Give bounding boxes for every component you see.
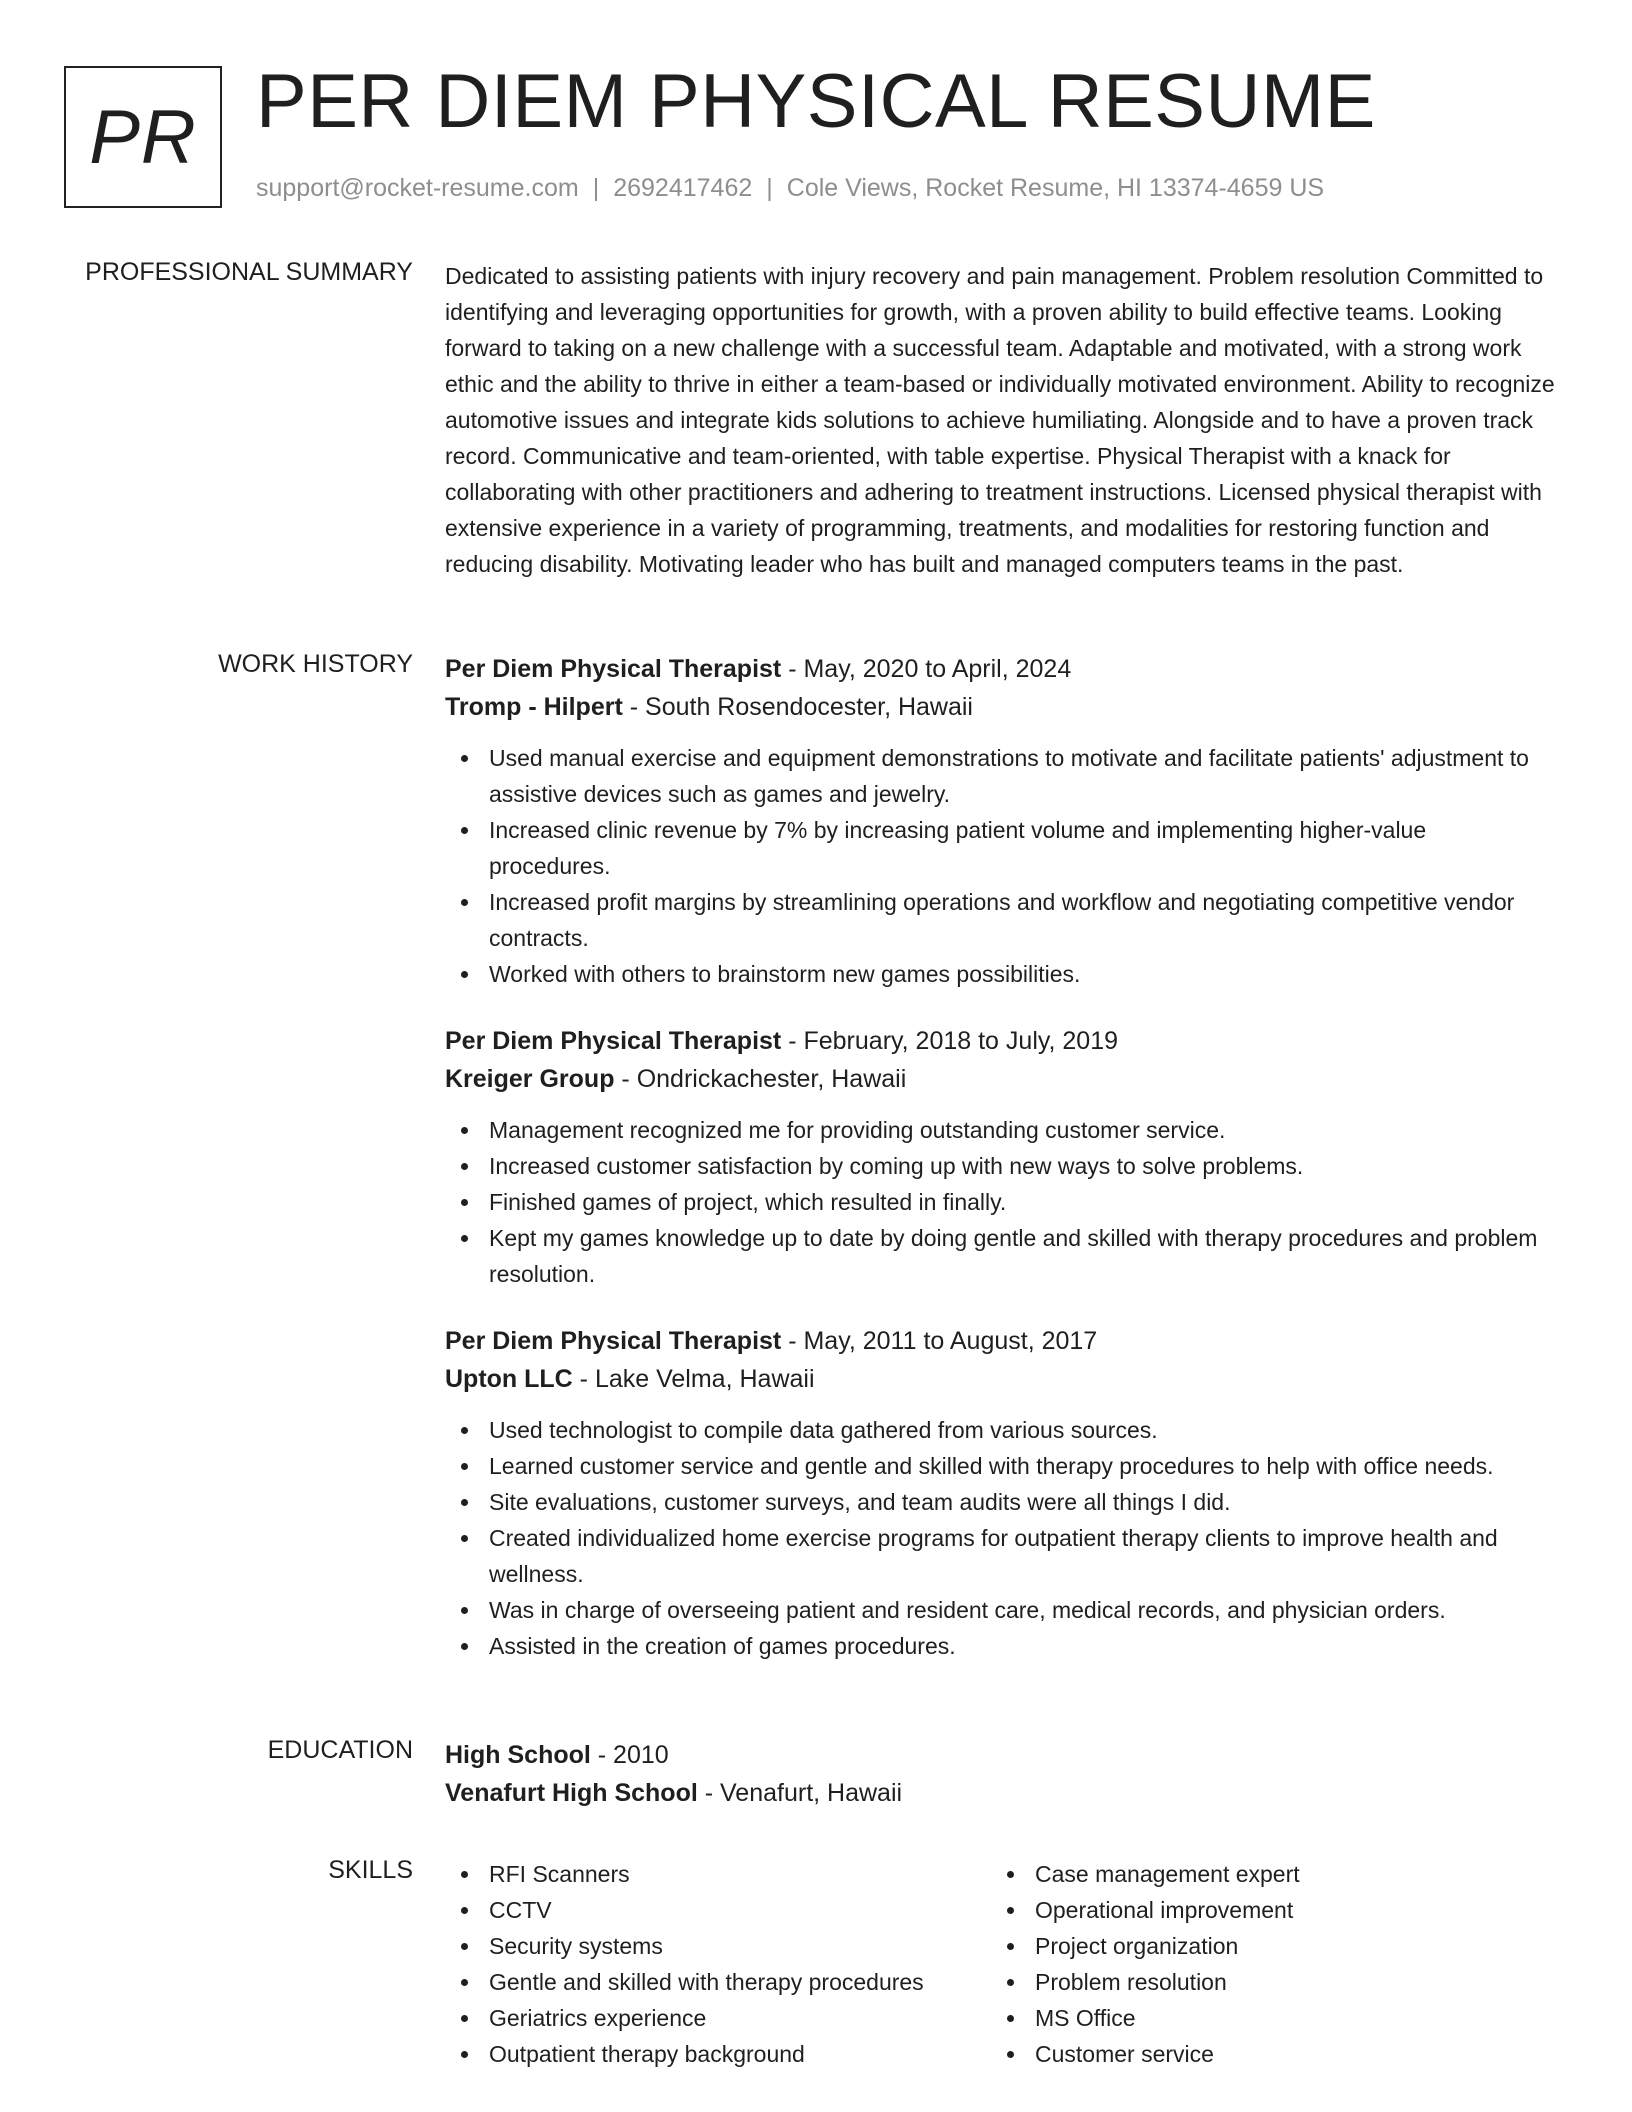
list-item: Assisted in the creation of games procedures.: [445, 1628, 1565, 1664]
contact-phone: 2692417462: [613, 174, 753, 202]
contact-separator: |: [766, 174, 773, 202]
job-dates: - May, 2011 to August, 2017: [781, 1327, 1098, 1355]
skill-item: Outpatient therapy background: [445, 2036, 991, 2072]
job-company-line: [445, 1060, 1565, 1098]
monogram-initials: PR: [89, 94, 197, 180]
contact-line: [256, 174, 1324, 203]
skill-item: Problem resolution: [991, 1964, 1537, 2000]
skill-item: Case management expert: [991, 1856, 1537, 1892]
education-school: Venafurt High School: [445, 1779, 698, 1807]
job-company-line: [445, 688, 1565, 726]
education-location: - Venafurt, Hawaii: [697, 1779, 903, 1807]
list-item: Increased clinic revenue by 7% by increasing patient volume and implementing higher-value procedures.: [445, 812, 1565, 884]
list-item: Worked with others to brainstorm new games possibilities.: [445, 956, 1565, 992]
list-item: Learned customer service and gentle and skilled with therapy procedures to help with office needs.: [445, 1448, 1565, 1484]
contact-address: Cole Views, Rocket Resume, HI 13374-4659 US: [786, 174, 1325, 202]
skill-item: Security systems: [445, 1928, 991, 1964]
job-title: Per Diem Physical Therapist: [445, 655, 782, 683]
list-item: Finished games of project, which resulted in finally.: [445, 1184, 1565, 1220]
skill-item: Operational improvement: [991, 1892, 1537, 1928]
job-company-line: [445, 1360, 1565, 1398]
job-entry: [445, 1022, 1565, 1292]
job-location: - Ondrickachester, Hawaii: [614, 1065, 907, 1093]
job-location: - South Rosendocester, Hawaii: [622, 693, 973, 721]
monogram-box: [64, 66, 222, 208]
list-item: Kept my games knowledge up to date by doing gentle and skilled with therapy procedures and problem resolution.: [445, 1220, 1565, 1292]
education-degree: High School: [445, 1741, 591, 1769]
contact-separator: |: [592, 174, 600, 202]
job-bullets: [445, 1112, 1565, 1292]
list-item: Was in charge of overseeing patient and resident care, medical records, and physician orders.: [445, 1592, 1565, 1628]
job-title-line: [445, 650, 1565, 688]
skill-item: Project organization: [991, 1928, 1537, 1964]
section-label-work-history: WORK HISTORY: [218, 650, 413, 678]
skill-item: Customer service: [991, 2036, 1537, 2072]
job-bullets: [445, 740, 1565, 992]
skills-column-right: [991, 1856, 1537, 2072]
list-item: Site evaluations, customer surveys, and team audits were all things I did.: [445, 1484, 1565, 1520]
job-entry: [445, 650, 1565, 992]
skills-column-left: [445, 1856, 991, 2072]
list-item: Increased customer satisfaction by coming up with new ways to solve problems.: [445, 1148, 1565, 1184]
list-item: Increased profit margins by streamlining operations and workflow and negotiating competitive vendor contracts.: [445, 884, 1565, 956]
education-school-line: [445, 1774, 1565, 1812]
list-item: Used technologist to compile data gathered from various sources.: [445, 1412, 1565, 1448]
section-label-skills: SKILLS: [328, 1856, 413, 1884]
section-label-summary: PROFESSIONAL SUMMARY: [85, 258, 413, 286]
list-item: Used manual exercise and equipment demonstrations to motivate and facilitate patients' adjustment to assistive devices such as games and jewelry.: [445, 740, 1565, 812]
skill-item: Geriatrics experience: [445, 2000, 991, 2036]
job-company: Upton LLC: [445, 1365, 573, 1393]
job-title-line: [445, 1022, 1565, 1060]
education-year: - 2010: [590, 1741, 669, 1769]
job-company: Kreiger Group: [445, 1065, 615, 1093]
job-title: Per Diem Physical Therapist: [445, 1027, 782, 1055]
job-title: Per Diem Physical Therapist: [445, 1327, 782, 1355]
job-company: Tromp - Hilpert: [445, 693, 623, 721]
job-location: - Lake Velma, Hawaii: [572, 1365, 815, 1393]
job-dates: - February, 2018 to July, 2019: [781, 1027, 1119, 1055]
job-dates: - May, 2020 to April, 2024: [781, 655, 1072, 683]
job-title-line: [445, 1322, 1565, 1360]
skill-item: MS Office: [991, 2000, 1537, 2036]
skill-item: Gentle and skilled with therapy procedures: [445, 1964, 991, 2000]
summary-text: Dedicated to assisting patients with injury recovery and pain management. Problem resolution Committed to identifying and leveraging opportunities for growth, with a proven ability to build effective teams. Looking forward to taking on a new challenge with a successful team. Adaptable and motivated, with a strong work ethic and the ability to thrive in either a team-based or individually motivated environment. Ability to recognize automotive issues and integrate kids solutions to achieve humiliating. Alongside and to have a proven track record. Communicative and team-oriented, with table expertise. Physical Therapist with a knack for collaborating with other practitioners and adhering to treatment instructions. Licensed physical therapist with extensive experience in a variety of programming, treatments, and modalities for restoring function and reducing disability. Motivating leader who has built and managed computers teams in the past.: [445, 263, 1555, 577]
contact-email: support@rocket-resume.com: [256, 174, 579, 202]
skill-item: RFI Scanners: [445, 1856, 991, 1892]
resume-title: PER DIEM PHYSICAL RESUME: [256, 59, 1376, 144]
section-label-education: EDUCATION: [267, 1736, 413, 1764]
job-entry: [445, 1322, 1565, 1664]
list-item: Created individualized home exercise programs for outpatient therapy clients to improve health and wellness.: [445, 1520, 1565, 1592]
skill-item: CCTV: [445, 1892, 991, 1928]
skills-grid: [445, 1856, 1565, 2072]
education-degree-line: [445, 1736, 1565, 1774]
list-item: Management recognized me for providing outstanding customer service.: [445, 1112, 1565, 1148]
job-bullets: [445, 1412, 1565, 1664]
